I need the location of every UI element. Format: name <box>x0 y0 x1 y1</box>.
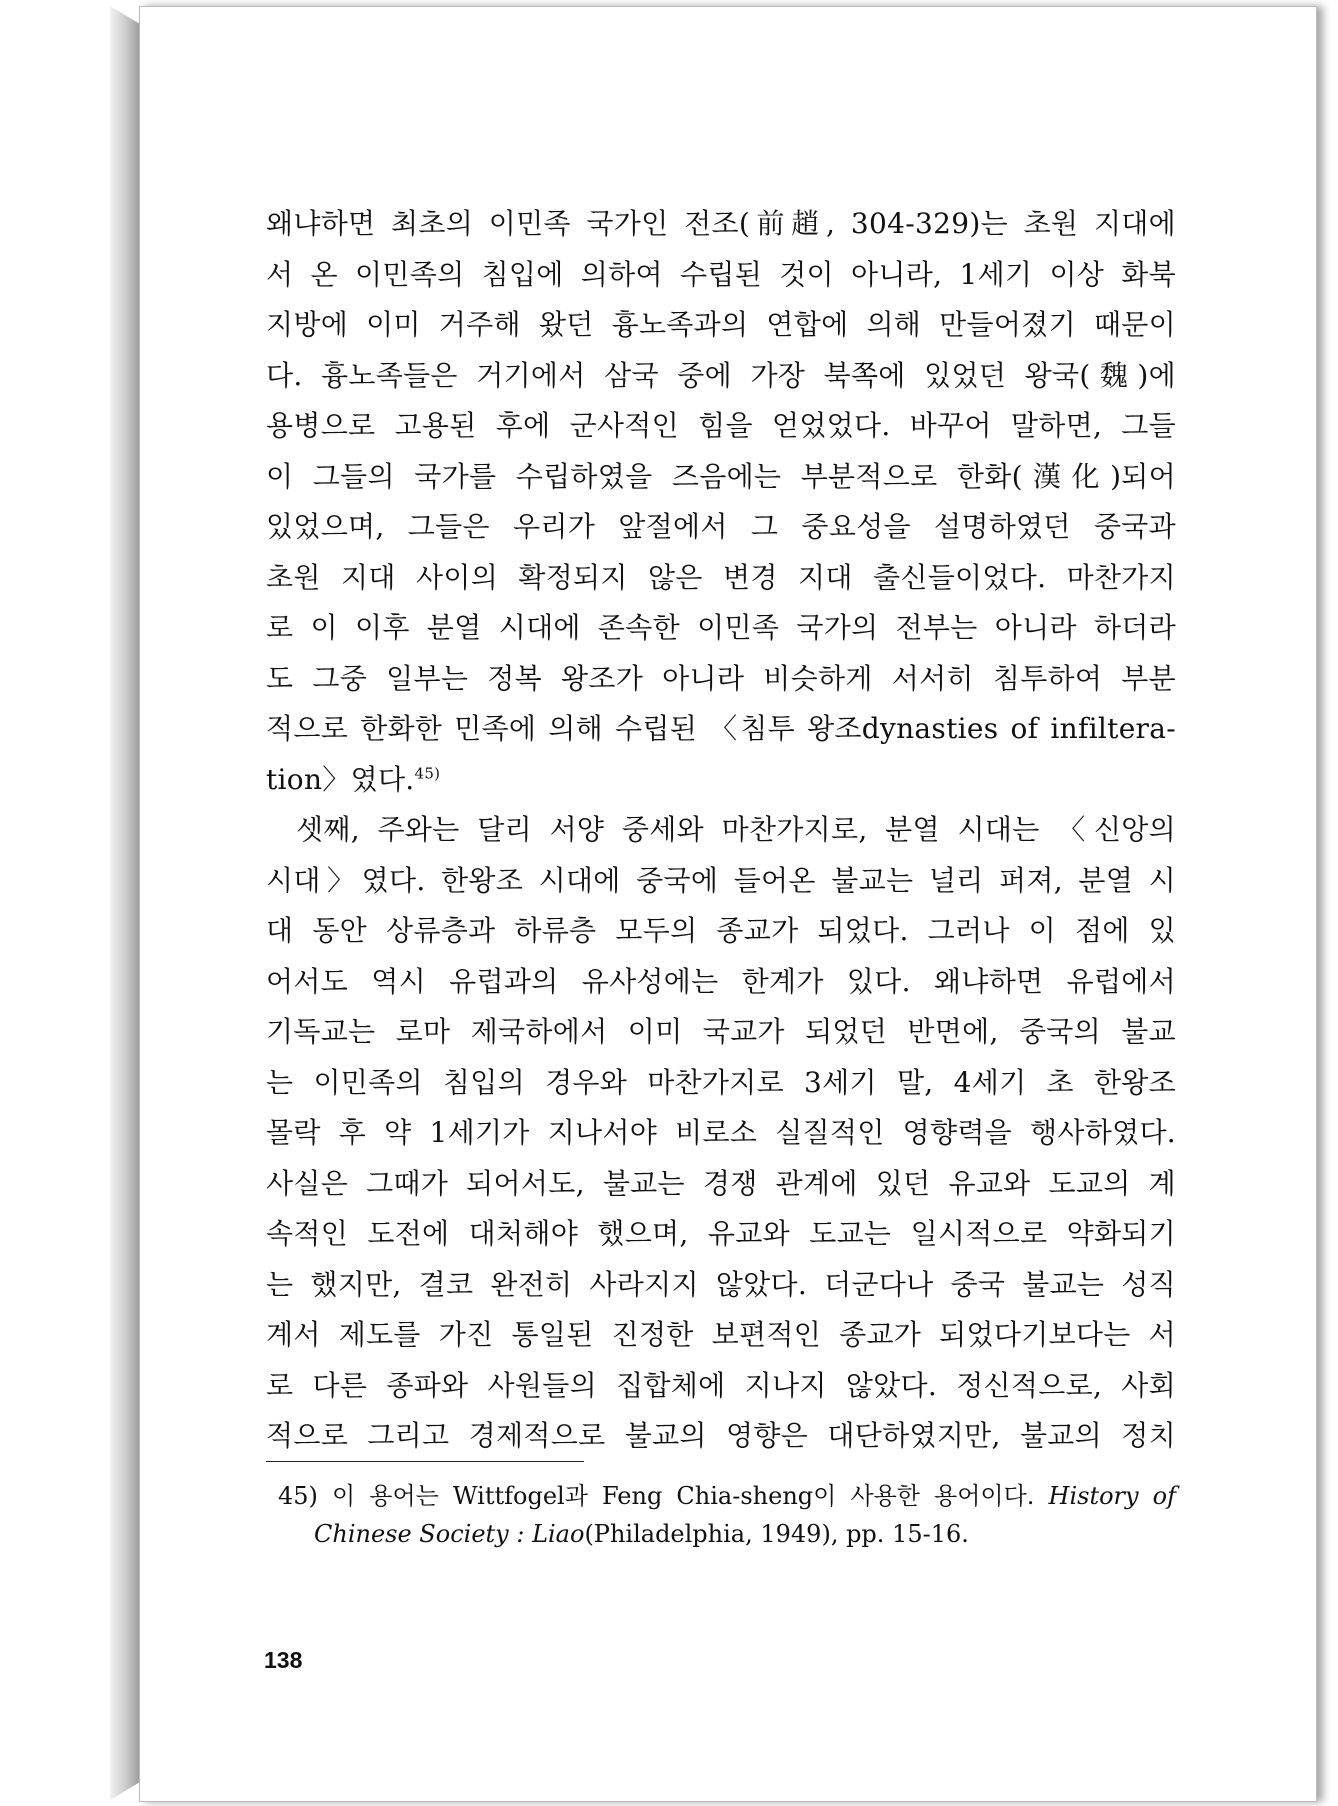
text-line: 로 이 이후 분열 시대에 존속한 이민족 국가의 전부는 아니라 하더라 <box>266 611 1176 644</box>
paragraph2-line: 기독교는 로마 제국하에서 이미 국교가 되었던 반면에, 중국의 불교 <box>266 1015 1176 1048</box>
paragraph2-line: 대 동안 상류층과 하류층 모두의 종교가 되었다. 그러나 이 점에 있 <box>266 914 1176 947</box>
paragraph2-line: 몰락 후 약 1세기가 지나서야 비로소 실질적인 영향력을 행사하였다. <box>266 1116 1176 1149</box>
footnote-title-part1: History of <box>1048 1482 1176 1510</box>
footnote <box>266 1477 1176 1553</box>
text-line: 용병으로 고용된 후에 군사적인 힘을 얻었었다. 바꾸어 말하면, 그들 <box>266 409 1176 442</box>
paragraph2-line: 로 다른 종파와 사원들의 집합체에 지나지 않았다. 정신적으로, 사회 <box>266 1368 1176 1402</box>
text-line-last <box>266 755 1176 806</box>
body-text <box>266 199 1176 1462</box>
paragraph2-line: 는 이민족의 침입의 경우와 마찬가지로 3세기 말, 4세기 초 한왕조 <box>266 1065 1176 1099</box>
paragraph2-line: 시대〉였다. 한왕조 시대에 중국에 들어온 불교는 널리 퍼져, 분열 시 <box>266 863 1176 897</box>
footnote-citation: (Philadelphia, 1949), pp. 15-16. <box>584 1520 969 1548</box>
footnote-line <box>266 1477 1176 1515</box>
text-line: 왜냐하면 최초의 이민족 국가인 전조(前趙, 304-329)는 초원 지대에 <box>266 207 1176 240</box>
paragraph2-line: 적으로 그리고 경제적으로 불교의 영향은 대단하였지만, 불교의 정치 <box>266 1419 1176 1452</box>
paragraph2-line: 사실은 그때가 되어서도, 불교는 경쟁 관계에 있던 유교와 도교의 계 <box>266 1166 1176 1200</box>
footnote-reference: 45) <box>414 764 441 783</box>
paragraph2-line: 속적인 도전에 대처해야 했으며, 유교와 도교는 일시적으로 약화되기 <box>266 1217 1176 1250</box>
text-line: 이 그들의 국가를 수립하였을 즈음에는 부분적으로 한화(漢化)되어 <box>266 459 1176 493</box>
text-line: 지방에 이미 거주해 왔던 흉노족과의 연합에 의해 만들어졌기 때문이 <box>266 308 1176 341</box>
text-line: 서 온 이민족의 침입에 의하여 수립된 것이 아니라, 1세기 이상 화북 <box>266 257 1176 291</box>
text-line: 다. 흉노족들은 거기에서 삼국 중에 가장 북쪽에 있었던 왕국(魏)에 <box>266 358 1176 392</box>
footnote-divider <box>266 1461 584 1462</box>
book-spine-edge <box>110 6 140 1800</box>
text-line: 도 그중 일부는 정복 왕조가 아니라 비슷하게 서서히 침투하여 부분 <box>266 661 1176 695</box>
footnote-text: 45) 이 용어는 Wittfogel과 Feng Chia-sheng이 사용한 용어이다. <box>278 1482 1035 1510</box>
text-line: 있었으며, 그들은 우리가 앞절에서 그 중요성을 설명하였던 중국과 <box>266 510 1176 543</box>
paragraph2-line: 는 했지만, 결코 완전히 사라지지 않았다. 더군다나 중국 불교는 성직 <box>266 1267 1176 1301</box>
footnote-title-part2: Chinese Society : Liao <box>314 1520 585 1548</box>
paragraph2-line: 어서도 역시 유럽과의 유사성에는 한계가 있다. 왜냐하면 유럽에서 <box>266 964 1176 998</box>
book-page <box>139 6 1317 1802</box>
text-line-last-text: tion〉였다. <box>266 762 415 796</box>
footnote-line-continued <box>266 1515 1176 1553</box>
paragraph2-line: 셋째, 주와는 달리 서양 중세와 마찬가지로, 분열 시대는 〈신앙의 <box>296 813 1176 846</box>
text-line: 초원 지대 사이의 확정되지 않은 변경 지대 출신들이었다. 마찬가지 <box>266 560 1176 594</box>
text-line: 적으로 한화한 민족에 의해 수립된 〈침투 왕조dynasties of infiltera- <box>266 712 1176 745</box>
paragraph2-line: 계서 제도를 가진 통일된 진정한 보편적인 종교가 되었다기보다는 서 <box>266 1318 1176 1351</box>
page-number: 138 <box>264 1647 303 1673</box>
